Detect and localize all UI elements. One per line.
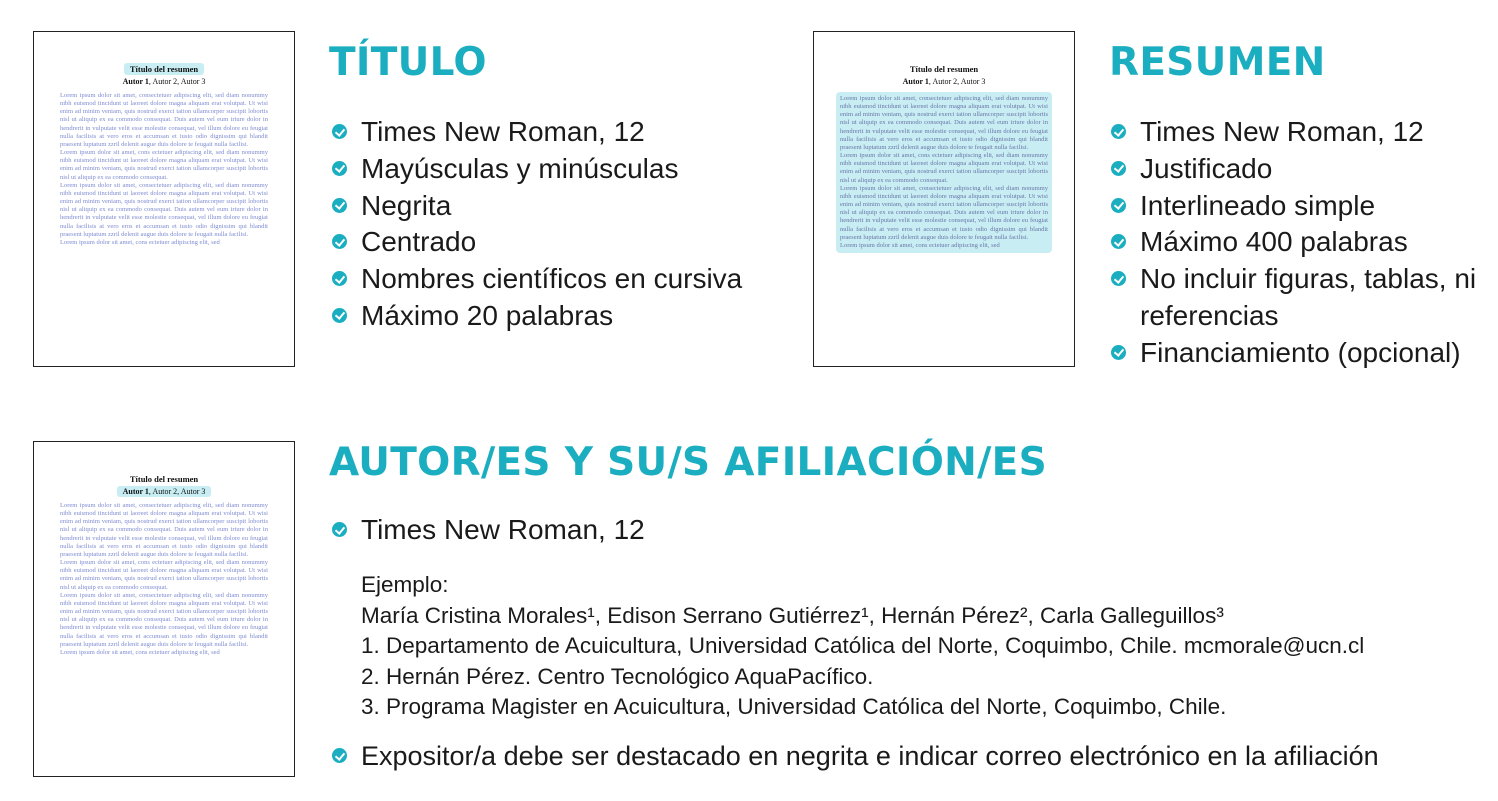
check-circle-icon	[1111, 124, 1126, 139]
autores-list-font	[331, 512, 645, 549]
list-item: Centrado	[331, 224, 742, 261]
sample-page-authors: Autor 1, Autor 2, Autor 3	[122, 77, 206, 86]
list-item: Times New Roman, 12	[331, 512, 645, 549]
sample-page-title-text: Título del resumen	[34, 64, 294, 74]
sample-page-title-text: Título del resumen	[129, 474, 199, 484]
list-item: Máximo 20 palabras	[331, 298, 742, 335]
list-item: Expositor/a debe ser destacado en negrita e indicar correo electrónico en la afiliación	[331, 738, 1379, 775]
list-item: Negrita	[331, 188, 742, 225]
check-circle-icon	[1111, 271, 1126, 286]
affiliation-2: 2. Hernán Pérez. Centro Tecnológico AquaPacífico.	[361, 663, 874, 689]
sample-page-summary	[813, 31, 1075, 367]
titulo-heading: TÍTULO	[329, 40, 487, 85]
list-item: Interlineado simple	[1110, 188, 1490, 225]
list-item: Times New Roman, 12	[1110, 114, 1490, 151]
list-item: No incluir figuras, tablas, ni referencias	[1110, 261, 1480, 335]
list-item: Máximo 400 palabras	[1110, 224, 1490, 261]
list-item: Justificado	[1110, 151, 1490, 188]
check-circle-icon	[1111, 161, 1126, 176]
check-circle-icon	[1111, 345, 1126, 360]
sample-page-authors: Autor 1, Autor 2, Autor 3	[902, 77, 986, 86]
check-circle-icon	[332, 124, 347, 139]
sample-page-authors: Autor 1, Autor 2, Autor 3	[34, 487, 294, 496]
example-authors: María Cristina Morales¹, Edison Serrano Gutiérrez¹, Hernán Pérez², Carla Galleguillos³	[361, 602, 1224, 628]
check-circle-icon	[332, 198, 347, 213]
author-example	[361, 570, 1364, 723]
autores-list-presenter	[331, 738, 1379, 775]
resumen-list	[1110, 114, 1490, 372]
affiliation-3: 3. Programa Magister en Acuicultura, Universidad Católica del Norte, Coquimbo, Chile.	[361, 694, 1227, 719]
autores-heading: AUTOR/ES Y SU/S AFILIACIÓN/ES	[329, 440, 1047, 485]
list-item: Mayúsculas y minúsculas	[331, 151, 742, 188]
list-item: Times New Roman, 12	[331, 114, 742, 151]
list-item: Financiamiento (opcional)	[1110, 335, 1490, 372]
list-item: Nombres científicos en cursiva	[331, 261, 742, 298]
check-circle-icon	[332, 271, 347, 286]
resumen-heading: RESUMEN	[1109, 40, 1326, 85]
sample-page-authors-example	[33, 441, 295, 777]
sample-page-title	[33, 31, 295, 367]
check-circle-icon	[332, 234, 347, 249]
example-label: Ejemplo:	[361, 572, 449, 597]
check-circle-icon	[1111, 234, 1126, 249]
sample-page-title-text: Título del resumen	[909, 64, 979, 74]
sample-page-body: Lorem ipsum dolor sit amet, consectetuer adipiscing elit, sed diam nonummy nibh euismod tincidunt ut laoreet dolore magna aliquam erat volutpat. Ut wisi enim ad minim veniam, quis nostrud exerci tation ullamcorper suscipit lobortis nisl ut aliquip ex ea commodo consequat. Duis autem vel eum iriure dolor in hendrerit in vulputate velit esse molestie consequat, vel illum dolore eu feugiat nulla facilisis at vero eros et accumsan et iusto odio dignissim qui blandit praesent luptatum zzril delenit augue duis dolore te feugait nulla facilisi. Lorem ipsum dolor sit amet, cons ectetuer adipiscing elit, sed diam nonummy nibh euismod tincidunt ut laoreet dolore magna aliquam erat volutpat. Ut wisi enim ad minim veniam, quis nostrud exerci tation ullamcorper suscipit lobortis nisl ut aliquip ex ea commodo consequat. Lorem ipsum dolor sit amet, consectetuer adipiscing elit, sed diam nonummy nibh euismod tincidunt ut laoreet dolore magna aliquam erat volutpat. Ut wisi enim ad minim veniam, quis nostrud exerci tation ullamcorper suscipit lobortis nisl ut aliquip ex ea commodo consequat. Duis autem vel eum iriure dolor in hendrerit in vulputate velit esse molestie consequat, vel illum dolore eu feugiat nulla facilisis at vero eros et accumsan et iusto odio dignissim qui blandit praesent luptatum zzril delenit augue duis dolore te feugait nulla facilisi. Lorem ipsum dolor sit amet, cons ectetuer adipiscing elit, sed	[60, 92, 268, 246]
sample-page-body: Lorem ipsum dolor sit amet, consectetuer adipiscing elit, sed diam nonummy nibh euismod tincidunt ut laoreet dolore magna aliquam erat volutpat. Ut wisi enim ad minim veniam, quis nostrud exerci tation ullamcorper suscipit lobortis nisl ut aliquip ex ea commodo consequat. Duis autem vel eum iriure dolor in hendrerit in vulputate velit esse molestie consequat, vel illum dolore eu feugiat nulla facilisis at vero eros et accumsan et iusto odio dignissim qui blandit praesent luptatum zzril delenit augue duis dolore te feugait nulla facilisi. Lorem ipsum dolor sit amet, cons ectetuer adipiscing elit, sed diam nonummy nibh euismod tincidunt ut laoreet dolore magna aliquam erat volutpat. Ut wisi enim ad minim veniam, quis nostrud exerci tation ullamcorper suscipit lobortis nisl ut aliquip ex ea commodo consequat. Lorem ipsum dolor sit amet, consectetuer adipiscing elit, sed diam nonummy nibh euismod tincidunt ut laoreet dolore magna aliquam erat volutpat. Ut wisi enim ad minim veniam, quis nostrud exerci tation ullamcorper suscipit lobortis nisl ut aliquip ex ea commodo consequat. Duis autem vel eum iriure dolor in hendrerit in vulputate velit esse molestie consequat, vel illum dolore eu feugiat nulla facilisis at vero eros et accumsan et iusto odio dignissim qui blandit praesent luptatum zzril delenit augue duis dolore te feugait nulla facilisi. Lorem ipsum dolor sit amet, cons ectetuer adipiscing elit, sed	[60, 502, 268, 656]
titulo-list	[331, 114, 742, 335]
check-circle-icon	[332, 308, 347, 323]
affiliation-1: 1. Departamento de Acuicultura, Universidad Católica del Norte, Coquimbo, Chile. mcmorale@ucn.cl	[361, 633, 1365, 658]
check-circle-icon	[332, 161, 347, 176]
check-circle-icon	[332, 522, 347, 537]
check-circle-icon	[1111, 198, 1126, 213]
sample-page-body: Lorem ipsum dolor sit amet, consectetuer adipiscing elit, sed diam nonummy nibh euismod tincidunt ut laoreet dolore magna aliquam erat volutpat. Ut wisi enim ad minim veniam, quis nostrud exerci tation ullamcorper suscipit lobortis nisl ut aliquip ex ea commodo consequat. Duis autem vel eum iriure dolor in hendrerit in vulputate velit esse molestie consequat, vel illum dolore eu feugiat nulla facilisis at vero eros et accumsan et iusto odio dignissim qui blandit praesent luptatum zzril delenit augue duis dolore te feugait nulla facilisi. Lorem ipsum dolor sit amet, cons ectetuer adipiscing elit, sed diam nonummy nibh euismod tincidunt ut laoreet dolore magna aliquam erat volutpat. Ut wisi enim ad minim veniam, quis nostrud exerci tation ullamcorper suscipit lobortis nisl ut aliquip ex ea commodo consequat. Lorem ipsum dolor sit amet, consectetuer adipiscing elit, sed diam nonummy nibh euismod tincidunt ut laoreet dolore magna aliquam erat volutpat. Ut wisi enim ad minim veniam, quis nostrud exerci tation ullamcorper suscipit lobortis nisl ut aliquip ex ea commodo consequat. Duis autem vel eum iriure dolor in hendrerit in vulputate velit esse molestie consequat, vel illum dolore eu feugiat nulla facilisis at vero eros et accumsan et iusto odio dignissim qui blandit praesent luptatum zzril delenit augue duis dolore te feugait nulla facilisi. Lorem ipsum dolor sit amet, cons ectetuer adipiscing elit, sed	[836, 92, 1052, 253]
check-circle-icon	[332, 748, 347, 763]
